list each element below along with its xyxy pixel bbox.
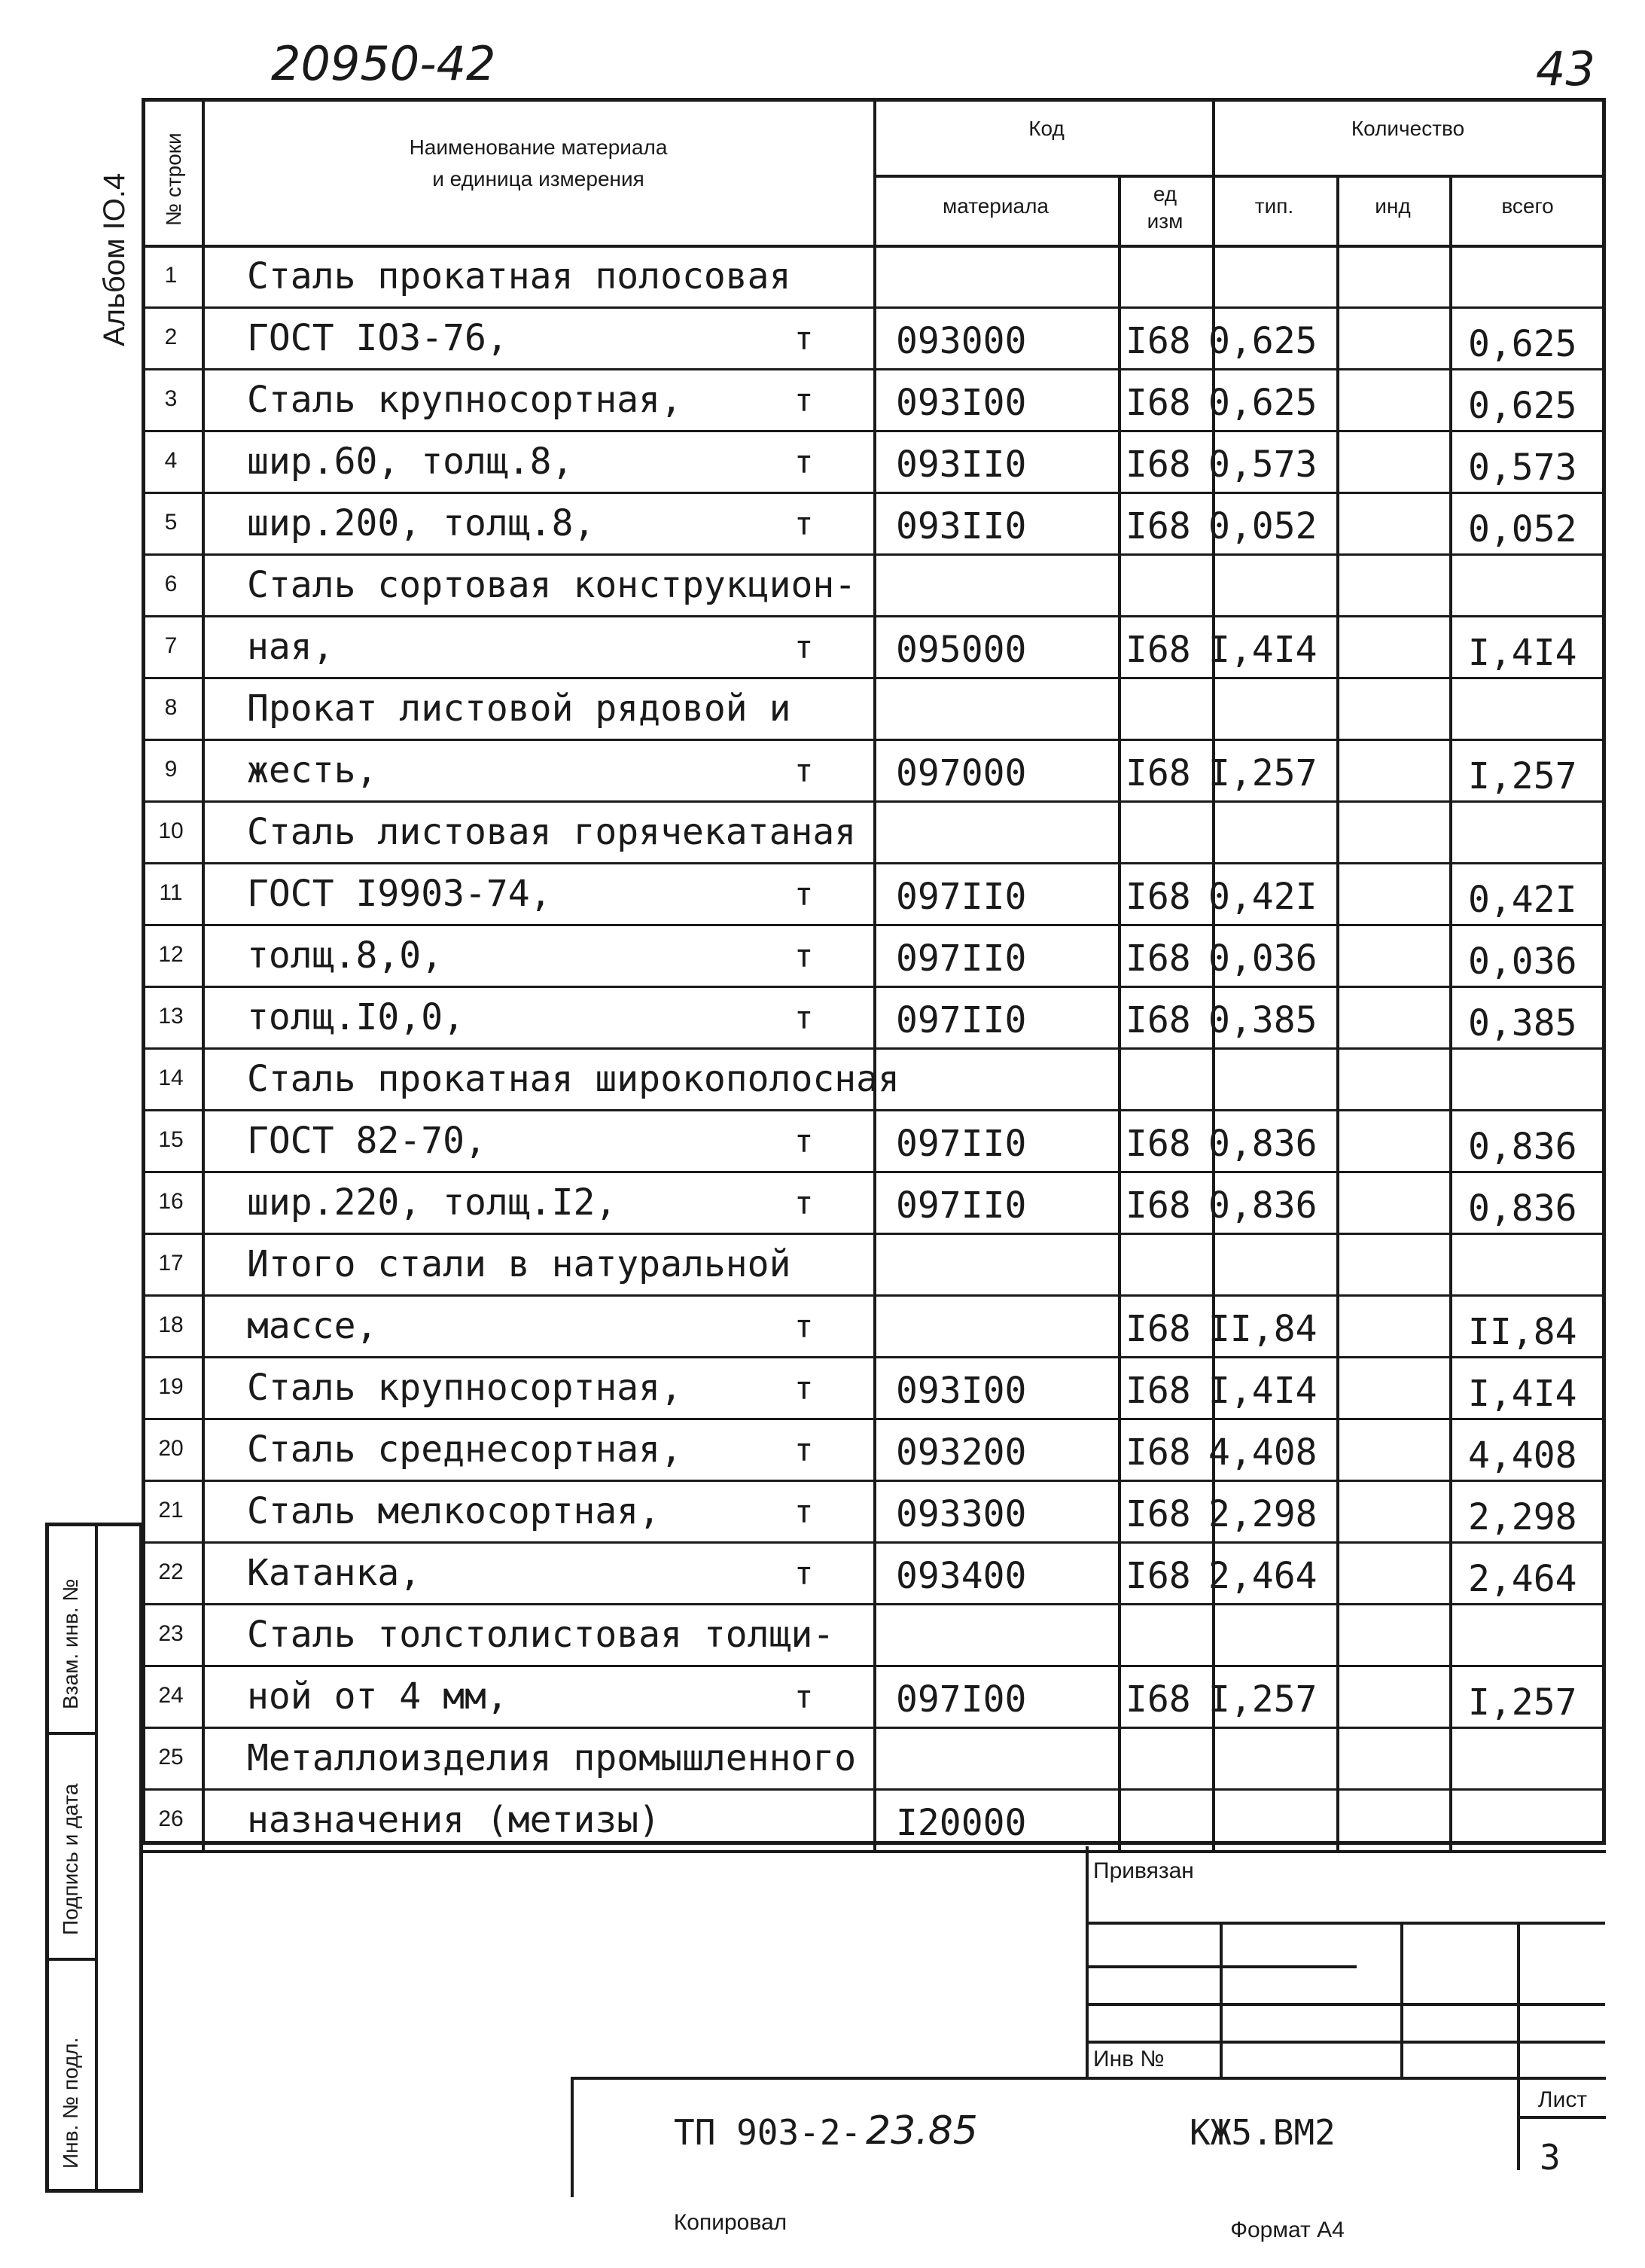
row-divider [142,615,1606,617]
row-number: 15 [158,1127,184,1152]
row-divider [142,677,1606,679]
grid-line [873,98,876,1850]
strip-divider [45,1732,98,1735]
material-code: I20000 [896,1802,1027,1844]
unit-code: I68 [1126,1493,1191,1535]
unit-code: I68 [1126,505,1191,547]
row-number: 19 [158,1374,184,1399]
stamp-line [1517,2116,1606,2119]
row-divider [142,1727,1606,1729]
doc-number-handwritten: 20950-42 [271,36,496,91]
material-code: 093300 [896,1493,1027,1535]
unit: т [794,320,814,357]
material-name: ной от 4 мм, [247,1675,508,1718]
row-divider [142,800,1606,803]
unit: т [794,629,814,666]
qty-typ: 0,836 [1208,1123,1318,1165]
strip-divider [95,1523,98,2193]
unit-code: I68 [1126,320,1191,362]
row-number: 12 [158,942,184,967]
qty-total: 0,625 [1468,323,1577,365]
unit: т [794,1493,814,1530]
row-divider [142,1418,1606,1420]
qty-typ: 0,573 [1208,444,1318,486]
grid-line [142,1850,1606,1853]
footer-copied: Копировал [673,2210,787,2235]
row-divider [142,1665,1606,1667]
row-number: 5 [164,510,178,535]
stamp-line [1086,2041,1605,2044]
material-name: Итого стали в натуральной [247,1243,791,1285]
material-name: Сталь среднесортная, [247,1428,682,1471]
material-code: 093000 [896,320,1027,362]
qty-typ: II,84 [1208,1308,1318,1350]
row-divider [142,1788,1606,1791]
material-name: Катанка, [247,1552,422,1594]
row-divider [142,1171,1606,1173]
material-code: 093200 [896,1431,1027,1474]
material-name: ГОСТ IO3-76, [247,317,508,359]
stamp-sheet-label: Лист [1537,2087,1588,2112]
header-typ: тип. [1254,194,1294,218]
qty-typ: 0,036 [1208,937,1318,980]
qty-typ: I,257 [1208,1678,1318,1721]
qty-total: 2,464 [1468,1558,1577,1600]
header-name-line1: Наименование материала [409,136,668,159]
qty-typ: I,4I4 [1208,629,1318,671]
unit: т [794,382,814,419]
qty-total: 0,836 [1468,1126,1577,1168]
grid-line [873,175,1606,178]
unit-code: I68 [1126,1184,1191,1227]
material-code: 097I00 [896,1678,1027,1721]
row-number: 2 [164,325,178,349]
stamp-line [1517,1922,1520,2170]
row-divider [142,1356,1606,1358]
qty-total: 0,42I [1468,879,1577,921]
unit: т [794,444,814,480]
row-divider [142,430,1606,432]
material-name: толщ.I0,0, [247,996,465,1038]
qty-typ: 0,625 [1208,382,1318,424]
qty-typ: 0,625 [1208,320,1318,362]
qty-typ: 0,836 [1208,1184,1318,1227]
footer-format: Формат А4 [1230,2218,1345,2242]
unit: т [794,752,814,789]
qty-total: 4,408 [1468,1434,1577,1477]
header-row-no: № строки [162,133,185,226]
stamp-sheet: 3 [1540,2137,1561,2178]
stamp-doc-code-hand: 23.85 [866,2108,978,2154]
stamp-line [1086,2003,1605,2006]
stamp-line [571,2077,1606,2080]
album-label: Альбом IO.4 [98,172,131,346]
qty-total: 0,385 [1468,1002,1577,1044]
row-number: 10 [158,818,184,843]
strip-vzam: Взам. инв. № [59,1578,82,1709]
grid-line [1336,175,1339,1850]
stamp-line [571,2077,574,2197]
row-divider [142,553,1606,556]
row-divider [142,924,1606,926]
row-divider [142,306,1606,309]
material-name: Сталь листовая горячекатаная [247,811,857,853]
row-divider [142,1047,1606,1050]
stamp-privyazan: Привязан [1093,1858,1194,1883]
header-total: всего [1501,194,1554,218]
material-name: массе, [247,1305,378,1347]
stamp-line [1086,1846,1089,2080]
qty-typ: 0,42I [1208,876,1318,918]
material-name: Сталь толстолистовая толщи- [247,1614,835,1656]
page-number-handwritten: 43 [1536,41,1595,96]
material-code: 097000 [896,752,1027,794]
qty-total: I,4I4 [1468,632,1577,674]
unit-code: I68 [1126,382,1191,424]
qty-typ: I,257 [1208,752,1318,794]
unit: т [794,1123,814,1160]
qty-total: 0,836 [1468,1187,1577,1230]
qty-typ: 2,464 [1208,1555,1318,1597]
material-name: жесть, [247,749,378,791]
qty-typ: I,4I4 [1208,1370,1318,1412]
material-code: 093II0 [896,505,1027,547]
unit: т [794,1308,814,1345]
unit-code: I68 [1126,1308,1191,1350]
unit-code: I68 [1126,1555,1191,1597]
qty-total: I,257 [1468,755,1577,797]
row-number: 26 [158,1806,184,1831]
material-code: 097II0 [896,1123,1027,1165]
row-number: 6 [164,572,178,596]
header-name-line2: и единица измерения [432,167,644,191]
row-divider [142,1541,1606,1544]
unit: т [794,505,814,542]
qty-total: 0,052 [1468,508,1577,550]
material-name: Сталь крупносортная, [247,379,682,421]
row-number: 24 [158,1683,184,1708]
material-name: ГОСТ I9903-74, [247,873,552,915]
row-number: 20 [158,1436,184,1461]
material-name: Сталь прокатная полосовая [247,255,791,297]
material-name: Сталь прокатная широкополосная [247,1058,900,1100]
row-number: 1 [164,263,178,288]
header-ind: инд [1375,194,1411,218]
unit: т [794,937,814,974]
qty-total: 0,573 [1468,447,1577,489]
row-number: 4 [164,448,178,473]
unit-code: I68 [1126,1678,1191,1721]
unit: т [794,1678,814,1715]
material-code: 093I00 [896,382,1027,424]
row-number: 11 [159,880,183,905]
row-number: 9 [164,757,178,782]
row-number: 22 [158,1559,184,1584]
qty-total: 0,625 [1468,385,1577,427]
row-number: 8 [164,695,178,720]
row-divider [142,1233,1606,1235]
material-name: Сталь сортовая конструкцион- [247,564,857,606]
material-code: 097II0 [896,876,1027,918]
unit-code: I68 [1126,999,1191,1041]
unit: т [794,1555,814,1592]
row-number: 23 [158,1621,184,1646]
row-number: 13 [158,1004,184,1029]
header-unit-2: изм [1147,209,1183,233]
row-number: 7 [164,633,178,658]
header-code: Код [1028,117,1065,140]
stamp-line [1400,1922,1403,2080]
qty-typ: 2,298 [1208,1493,1318,1535]
material-code: 097II0 [896,999,1027,1041]
header-material: материала [943,194,1049,218]
grid-line [142,245,1606,248]
row-number: 25 [158,1745,184,1770]
unit-code: I68 [1126,1370,1191,1412]
material-name: толщ.8,0, [247,934,443,977]
row-divider [142,986,1606,988]
unit-code: I68 [1126,876,1191,918]
unit-code: I68 [1126,444,1191,486]
unit: т [794,1431,814,1468]
unit-code: I68 [1126,752,1191,794]
header-unit-1: ед [1153,182,1177,206]
row-divider [142,1480,1606,1482]
row-number: 14 [158,1065,184,1090]
material-name: ная, [247,626,334,668]
unit: т [794,1370,814,1407]
unit: т [794,999,814,1036]
row-number: 17 [158,1251,184,1276]
stamp-line [1086,1922,1605,1925]
stamp-mark: КЖ5.ВМ2 [1190,2112,1336,2153]
row-number: 18 [158,1312,184,1337]
row-number: 16 [158,1189,184,1214]
row-divider [142,739,1606,741]
qty-total: 0,036 [1468,940,1577,983]
row-divider [142,1603,1606,1605]
row-number: 3 [164,386,178,411]
material-name: шир.60, толщ.8, [247,440,574,483]
qty-typ: 0,385 [1208,999,1318,1041]
unit-code: I68 [1126,629,1191,671]
qty-total: I,257 [1468,1681,1577,1724]
material-name: Прокат листовой рядовой и [247,687,791,730]
row-divider [142,1294,1606,1297]
material-code: 093II0 [896,444,1027,486]
unit: т [794,1184,814,1221]
material-code: 093I00 [896,1370,1027,1412]
material-code: 093400 [896,1555,1027,1597]
grid-line [1449,175,1452,1850]
material-name: ГОСТ 82-70, [247,1120,486,1162]
qty-total: I,4I4 [1468,1373,1577,1415]
strip-inv: Инв. № подл. [59,2037,82,2169]
stamp-doc-code: ТП 903-2- [674,2112,862,2153]
material-name: назначения (метизы) [247,1799,661,1841]
row-divider [142,862,1606,864]
material-code: 097II0 [896,937,1027,980]
row-number: 21 [158,1498,184,1523]
unit-code: I68 [1126,937,1191,980]
unit-code: I68 [1126,1431,1191,1474]
material-code: 097II0 [896,1184,1027,1227]
material-name: шир.200, толщ.8, [247,502,596,544]
qty-total: 2,298 [1468,1496,1577,1538]
qty-typ: 0,052 [1208,505,1318,547]
material-name: Сталь мелкосортная, [247,1490,661,1532]
unit: т [794,876,814,913]
qty-typ: 4,408 [1208,1431,1318,1474]
material-code: 095000 [896,629,1027,671]
grid-line [1118,175,1121,1850]
strip-podpis: Подпись и дата [59,1783,82,1935]
strip-divider [45,1958,98,1961]
row-divider [142,492,1606,494]
stamp-inv-no: Инв № [1093,2047,1165,2071]
material-name: Металлоизделия промышленного [247,1737,857,1779]
material-name: Сталь крупносортная, [247,1367,682,1409]
material-name: шир.220, толщ.I2, [247,1181,617,1224]
row-divider [142,368,1606,370]
row-divider [142,1109,1606,1111]
qty-total: II,84 [1468,1311,1577,1353]
grid-line [202,98,205,1850]
header-quantity: Количество [1351,117,1465,140]
unit-code: I68 [1126,1123,1191,1165]
